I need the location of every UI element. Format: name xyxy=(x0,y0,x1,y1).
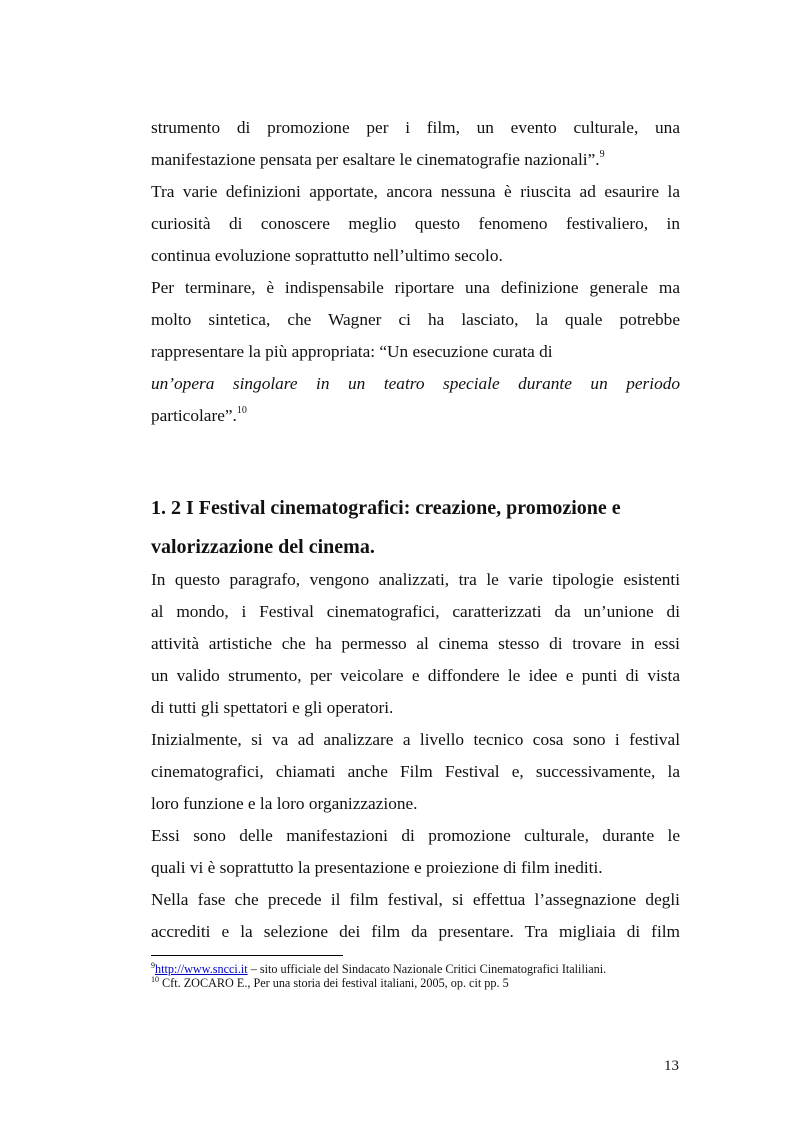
body-line-7: molto sintetica, che Wagner ci ha lasciato, la quale potrebbe xyxy=(151,310,680,329)
footnote-ref-9: 9 xyxy=(599,149,605,160)
footnote-10-number: 10 xyxy=(151,975,159,984)
body-line-2: manifestazione pensata per esaltare le cinematografie nazionali”.$^9$ xyxy=(151,149,605,169)
body-line-6: Per terminare, è indispensabile riportare una definizione generale ma xyxy=(151,278,680,297)
section-line-12: accrediti e la selezione dei film da presentare. Tra migliaia di film xyxy=(151,922,680,941)
sncci-link[interactable]: http://www.sncci.it xyxy=(155,962,248,976)
body-line-10: particolare”.$^{10}$ xyxy=(151,405,247,425)
section-line-10: quali vi è soprattutto la presentazione e proiezione di film inediti. xyxy=(151,858,603,877)
section-line-11: Nella fase che precede il film festival, si effettua l’assegnazione degli xyxy=(151,890,680,909)
body-line-4: curiosità di conoscere meglio questo fenomeno festivaliero, in xyxy=(151,214,680,233)
body-line-5: continua evoluzione soprattutto nell’ultimo secolo. xyxy=(151,246,503,265)
section-line-6: Inizialmente, si va ad analizzare a livello tecnico cosa sono i festival xyxy=(151,730,680,749)
section-line-9: Essi sono delle manifestazioni di promozione culturale, durante le xyxy=(151,826,680,845)
footnote-9-text: – sito ufficiale del Sindacato Nazionale Critici Cinematografici Italiliani. xyxy=(247,962,607,976)
section-line-5: di tutti gli spettatori e gli operatori. xyxy=(151,698,394,717)
body-line-3: Tra varie definizioni apportate, ancora nessuna è riuscita ad esaurire la xyxy=(151,182,680,201)
footnote-9-number: 9 xyxy=(151,961,155,970)
section-line-2: al mondo, i Festival cinematografici, caratterizzati da un’unione di xyxy=(151,602,680,621)
section-line-7: cinematografici, chiamati anche Film Festival e, successivamente, la xyxy=(151,762,680,781)
body-line-8: rappresentare la più appropriata: “Un esecuzione curata di xyxy=(151,342,553,361)
section-heading-line-2: valorizzazione del cinema. xyxy=(151,536,375,558)
section-line-3: attività artistiche che ha permesso al cinema stesso di trovare in essi xyxy=(151,634,680,653)
page-number: 13 xyxy=(664,1058,679,1074)
footnote-10 xyxy=(151,976,509,990)
footnote-ref-10: 10 xyxy=(236,405,247,416)
section-line-1: In questo paragrafo, vengono analizzati, tra le varie tipologie esistenti xyxy=(151,570,680,589)
body-line-9: un’opera singolare in un teatro speciale durante un periodo xyxy=(151,374,680,393)
section-line-8: loro funzione e la loro organizzazione. xyxy=(151,794,418,813)
section-heading-line-1: 1. 2 I Festival cinematografici: creazione, promozione e xyxy=(151,497,621,519)
body-line-1: strumento di promozione per i film, un evento culturale, una xyxy=(151,118,680,137)
section-line-4: un valido strumento, per veicolare e diffondere le idee e punti di vista xyxy=(151,666,680,685)
footnote-9 xyxy=(151,962,606,976)
footnote-10-text: Cft. ZOCARO E., Per una storia dei festival italiani, 2005, op. cit pp. 5 xyxy=(159,976,509,990)
footnote-divider xyxy=(151,955,343,956)
